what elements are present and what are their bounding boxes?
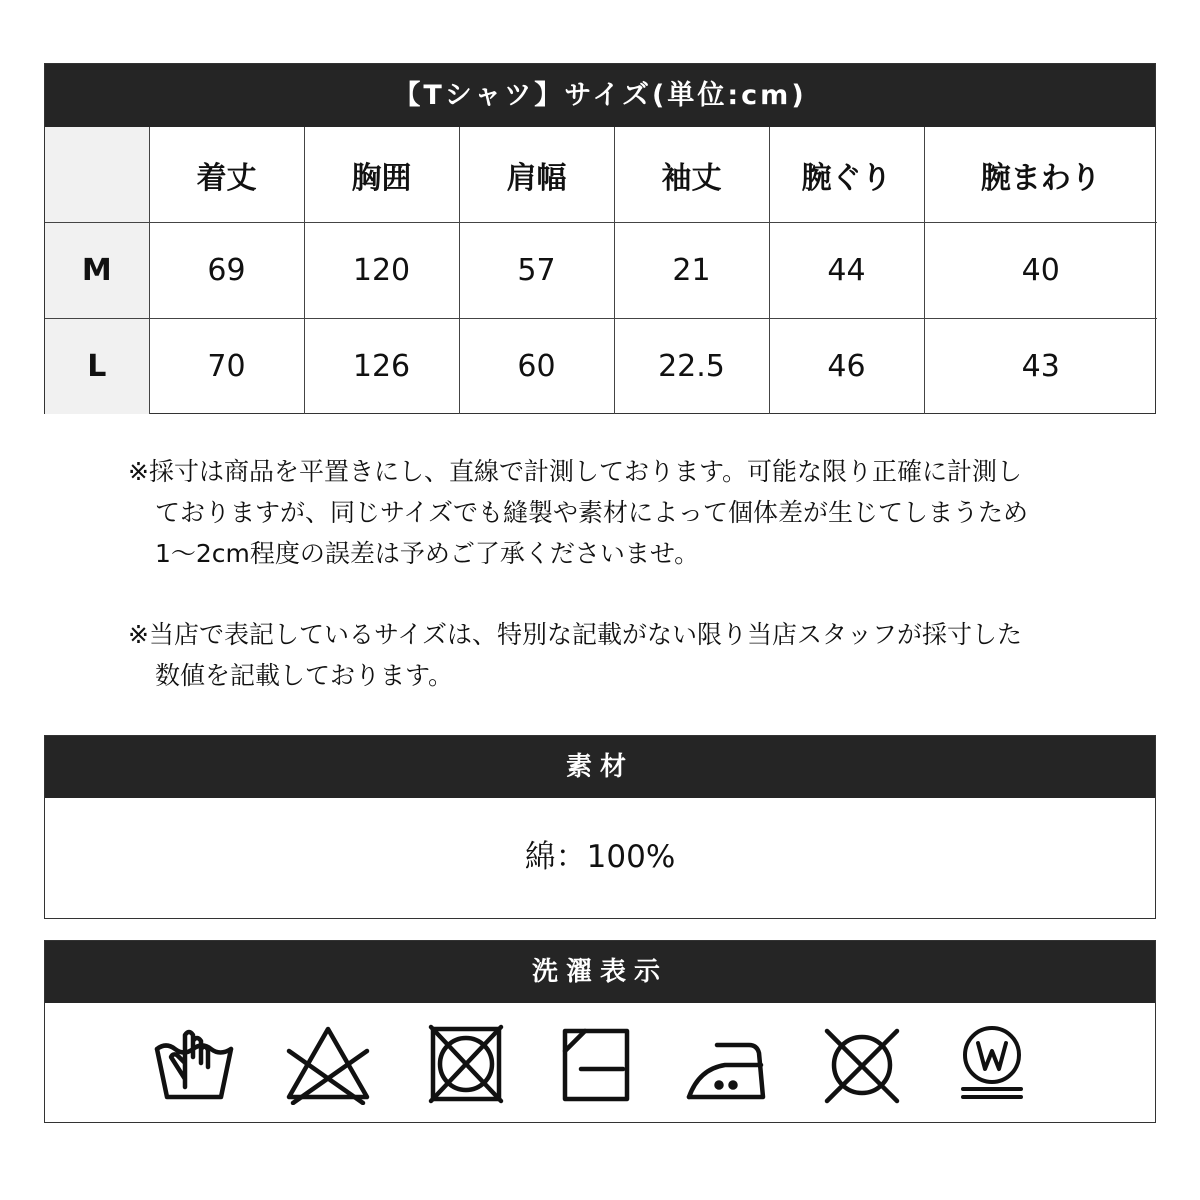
column-header: 腕ぐり	[769, 127, 924, 223]
table-cell: 40	[924, 223, 1157, 319]
table-header-row	[45, 127, 1157, 223]
measurement-note	[128, 451, 1118, 574]
table-cell: 21	[614, 223, 769, 319]
table-cell: 69	[149, 223, 304, 319]
table-row	[45, 319, 1157, 415]
note-line: 数値を記載しております。	[155, 661, 454, 690]
table-cell: 60	[459, 319, 614, 415]
table-cell: 22.5	[614, 319, 769, 415]
material-title: 素材	[45, 736, 1155, 798]
size-table-section	[44, 63, 1156, 414]
material-text: 綿：100%	[524, 839, 676, 875]
table-cell: 46	[769, 319, 924, 415]
row-header-size: M	[45, 223, 149, 319]
table-row	[45, 223, 1157, 319]
care-label-section	[44, 940, 1156, 1123]
no-dry-clean-icon	[817, 1023, 907, 1105]
note-line: ※当店で表記しているサイズは、特別な記載がない限り当店スタッフが採寸した	[128, 620, 1022, 649]
note-line: 1～2cm程度の誤差は予めご了承くださいませ。	[155, 539, 700, 568]
no-bleach-icon	[283, 1023, 373, 1105]
no-tumble-dry-icon	[421, 1023, 511, 1105]
size-notation-note	[128, 614, 1118, 696]
table-corner-cell	[45, 127, 149, 223]
table-cell: 70	[149, 319, 304, 415]
care-icons-row	[45, 1003, 1155, 1123]
iron-medium-icon	[683, 1023, 773, 1105]
column-header: 袖丈	[614, 127, 769, 223]
size-table	[45, 127, 1157, 414]
table-cell: 120	[304, 223, 459, 319]
material-section	[44, 735, 1156, 919]
table-cell: 57	[459, 223, 614, 319]
table-cell: 44	[769, 223, 924, 319]
column-header: 肩幅	[459, 127, 614, 223]
care-title: 洗濯表示	[45, 941, 1155, 1003]
table-cell: 126	[304, 319, 459, 415]
row-header-size: L	[45, 319, 149, 415]
note-line: ※採寸は商品を平置きにし、直線で計測しております。可能な限り正確に計測し	[128, 457, 1022, 486]
size-table-title: 【Tシャツ】サイズ(単位:cm)	[45, 64, 1155, 127]
column-header: 胸囲	[304, 127, 459, 223]
wet-clean-gentle-icon	[947, 1023, 1037, 1105]
note-line: ておりますが、同じサイズでも縫製や素材によって個体差が生じてしまうため	[155, 498, 1029, 527]
column-header: 着丈	[149, 127, 304, 223]
column-header: 腕まわり	[924, 127, 1157, 223]
table-cell: 43	[924, 319, 1157, 415]
flat-dry-shade-icon	[551, 1023, 641, 1105]
hand-wash-icon	[149, 1023, 239, 1105]
